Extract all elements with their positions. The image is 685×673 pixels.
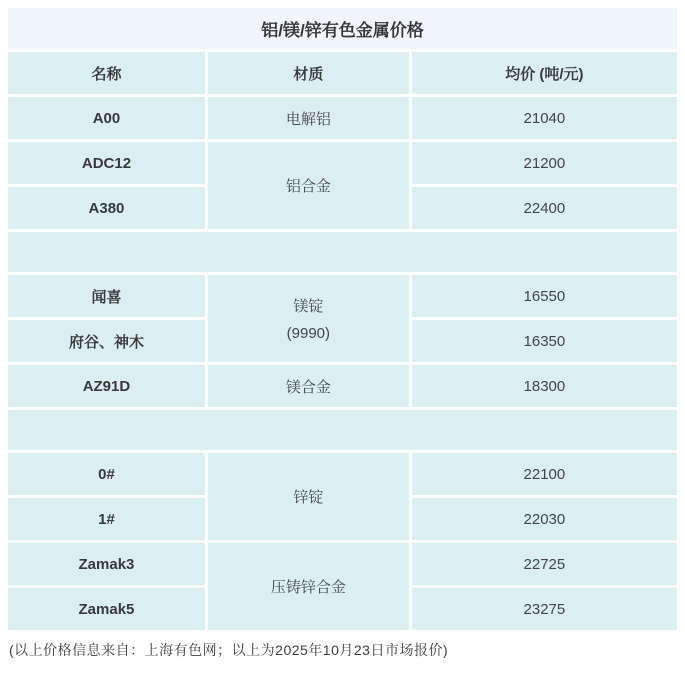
column-header-material: 材质: [208, 52, 409, 94]
cell-material: 电解铝: [208, 97, 409, 139]
cell-price: 18300: [412, 365, 677, 407]
cell-name: 0#: [8, 453, 205, 495]
table-row: [8, 365, 677, 407]
title-row: [8, 8, 677, 49]
cell-name: 1#: [8, 498, 205, 540]
table-row: [8, 275, 677, 317]
section-spacer-row: [8, 410, 677, 450]
table-row: [8, 97, 677, 139]
cell-material-merged: 压铸锌合金: [208, 543, 409, 630]
cell-name: A00: [8, 97, 205, 139]
cell-price: 16350: [412, 320, 677, 362]
material-line2: (9990): [286, 325, 331, 342]
spacer-band: [8, 232, 677, 272]
column-header-price: 均价 (吨/元): [412, 52, 677, 94]
material-line1: 镁锭: [293, 298, 324, 315]
cell-price: 16550: [412, 275, 677, 317]
header-row: [8, 52, 677, 94]
cell-name: A380: [8, 187, 205, 229]
cell-name: 府谷、神木: [8, 320, 205, 362]
cell-price: 22400: [412, 187, 677, 229]
table-row: [8, 142, 677, 184]
cell-material-merged: [208, 275, 409, 362]
cell-price: 22725: [412, 543, 677, 585]
cell-price: 21040: [412, 97, 677, 139]
cell-price: 21200: [412, 142, 677, 184]
page-title: 铝/镁/锌有色金属价格: [8, 8, 677, 49]
cell-name: Zamak5: [8, 588, 205, 630]
cell-price: 23275: [412, 588, 677, 630]
column-header-name: 名称: [8, 52, 205, 94]
spacer-band: [8, 410, 677, 450]
cell-name: 闻喜: [8, 275, 205, 317]
cell-material-merged: 锌锭: [208, 453, 409, 540]
table-row: [8, 543, 677, 585]
cell-price: 22030: [412, 498, 677, 540]
cell-material: 镁合金: [208, 365, 409, 407]
table-row: [8, 453, 677, 495]
section-spacer-row: [8, 232, 677, 272]
cell-name: AZ91D: [8, 365, 205, 407]
metal-price-table: [5, 5, 680, 633]
cell-price: 22100: [412, 453, 677, 495]
cell-material-merged: 铝合金: [208, 142, 409, 229]
source-note: (以上价格信息来自：上海有色网；以上为2025年10月23日市场报价): [9, 642, 449, 658]
cell-name: Zamak3: [8, 543, 205, 585]
cell-name: ADC12: [8, 142, 205, 184]
